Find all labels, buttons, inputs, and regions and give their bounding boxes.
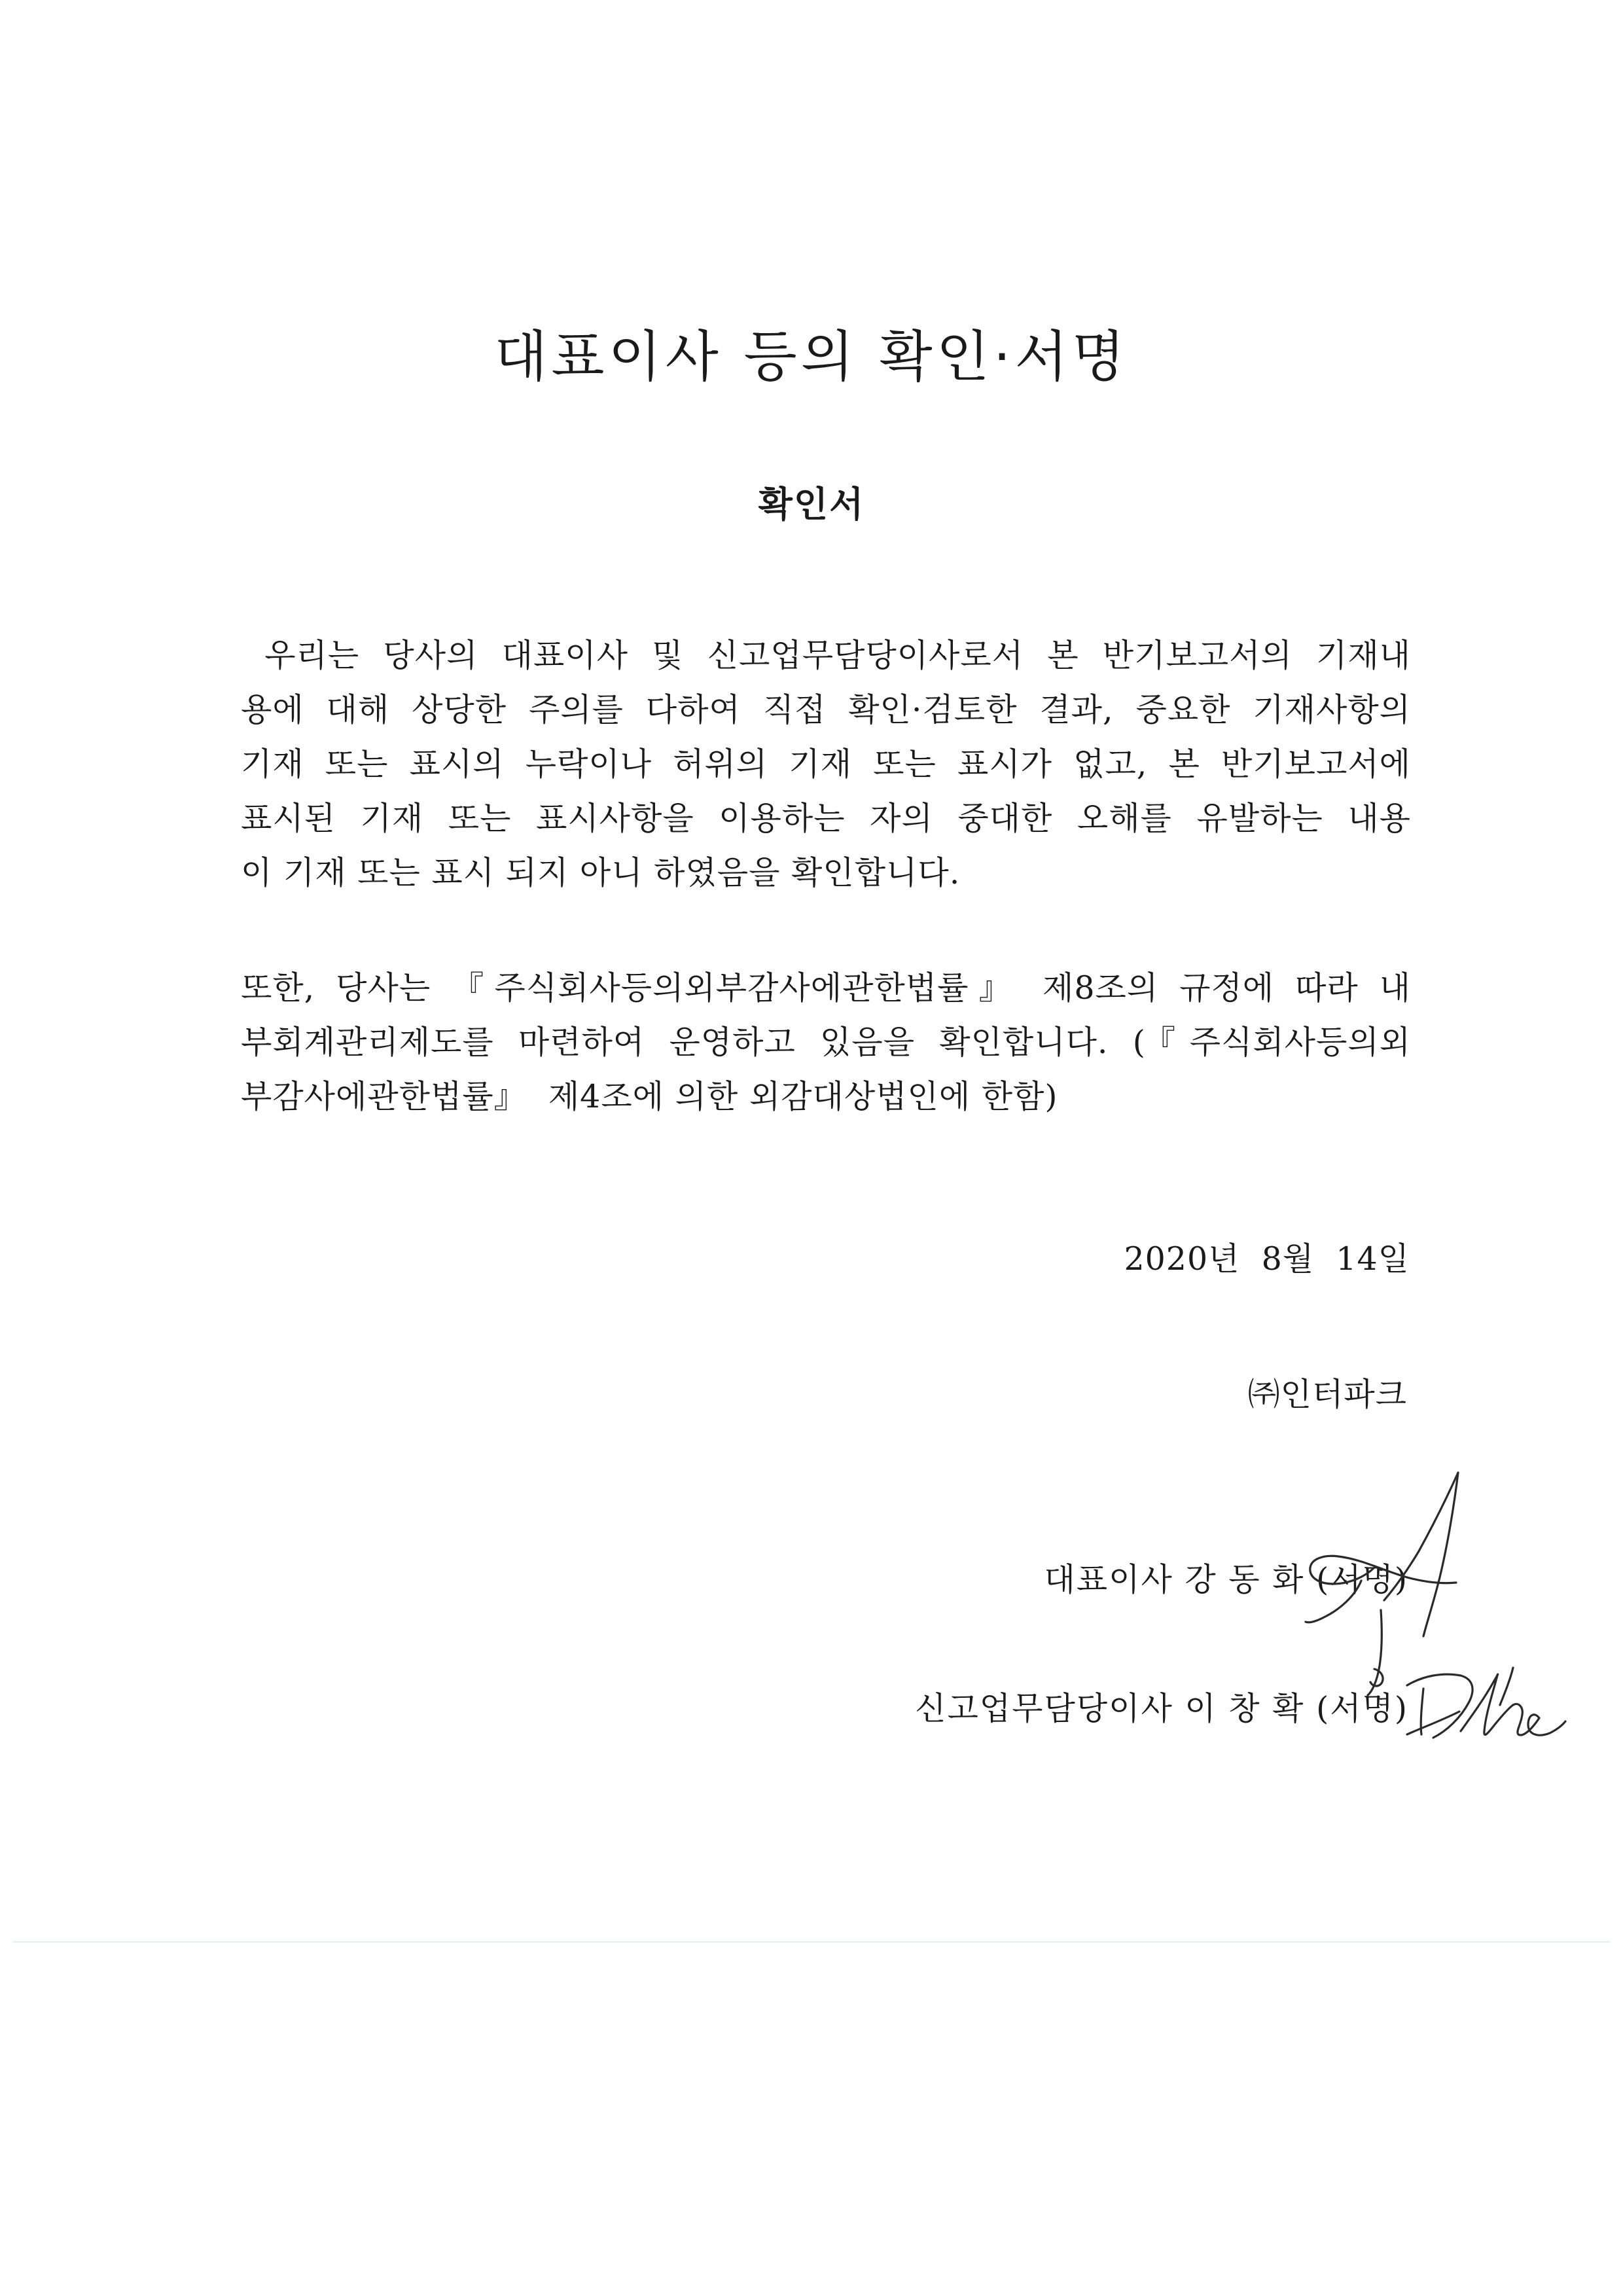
company-name: ㈜인터파크 (1247, 1376, 1407, 1413)
paragraph-line: 부감사에관한법률』 제4조에 의한 외감대상법인에 한함) (241, 1078, 1058, 1115)
document-title: 대표이사 등의 확인·서명 (494, 325, 1129, 389)
paragraph-line: 우리는 당사의 대표이사 및 신고업무담당이사로서 본 반기보고서의 기재내 (241, 637, 1411, 674)
page-divider (13, 1941, 1610, 1943)
paragraph-line: 부회계관리제도를 마련하여 운영하고 있음을 확인합니다. (『주식회사등의외 (241, 1024, 1411, 1061)
internal-control-paragraph (241, 961, 1411, 1124)
document-subtitle: 확인서 (758, 484, 865, 525)
paragraph-line: 용에 대해 상당한 주의를 다하여 직접 확인·검토한 결과, 중요한 기재사항의 (241, 691, 1411, 728)
paragraph-line: 또한, 당사는 『주식회사등의외부감사에관한법률』 제8조의 규정에 따라 내 (241, 969, 1411, 1007)
ceo-signature-line: 대표이사 강 동 화 (서명) (1044, 1561, 1408, 1598)
confirmation-paragraph (241, 628, 1411, 900)
paragraph-line: 표시된 기재 또는 표시사항을 이용하는 자의 중대한 오해를 유발하는 내용 (241, 800, 1411, 837)
paragraph-line: 기재 또는 표시의 누락이나 허위의 기재 또는 표시가 없고, 본 반기보고서에 (241, 745, 1411, 783)
paragraph-line: 이 기재 또는 표시 되지 아니 하였음을 확인합니다. (241, 854, 961, 891)
officer-handwritten-signature (1407, 1668, 1565, 1738)
disclosure-officer-signature-line: 신고업무담당이사 이 창 확 (서명) (915, 1690, 1408, 1727)
document-date: 2020년 8월 14일 (1124, 1240, 1410, 1278)
